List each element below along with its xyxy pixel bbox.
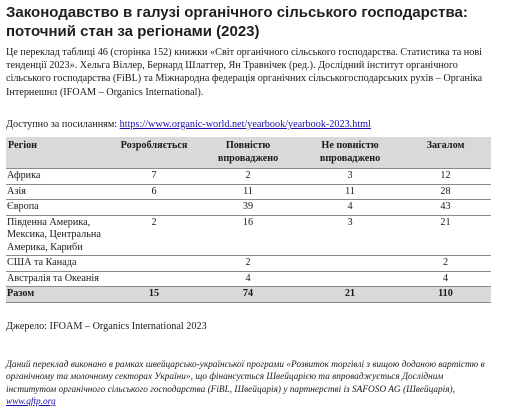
cell-fully-implemented: 16: [196, 215, 300, 256]
cell-fully-implemented: 74: [196, 287, 300, 303]
cell-total: 2: [400, 256, 491, 272]
source-note: Джерело: IFOAM – Organics International 2023: [6, 321, 207, 332]
legislation-table: [6, 137, 491, 303]
cell-developing: [112, 271, 196, 287]
cell-total: 110: [400, 287, 491, 303]
header-developing: Розробляється: [112, 137, 196, 169]
cell-not-fully-implemented: 4: [300, 200, 400, 216]
cell-region: Африка: [6, 169, 112, 185]
cell-not-fully-implemented: 3: [300, 169, 400, 185]
footer-text: Даний переклад виконано в рамках швейцарсько-української програми «Розвиток торгівлі з вищою доданою вартістю в органічному та молочному секторах України», що фінансується Швейцарією та впроваджується Дослідним інститутом органічного сільського господарства (FiBL, Швейцарія) у партнерстві із SAFOSO AG (Швейцарія),: [6, 359, 485, 395]
cell-not-fully-implemented: 11: [300, 184, 400, 200]
cell-developing: [112, 200, 196, 216]
cell-region: США та Канада: [6, 256, 112, 272]
cell-developing: 2: [112, 215, 196, 256]
cell-total: 43: [400, 200, 491, 216]
cell-not-fully-implemented: [300, 271, 400, 287]
cell-not-fully-implemented: 21: [300, 287, 400, 303]
table-header-row: [6, 137, 491, 169]
cell-developing: 7: [112, 169, 196, 185]
cell-developing: [112, 256, 196, 272]
footer-link[interactable]: www.qftp.org: [6, 397, 56, 408]
cell-region: Австралія та Океанія: [6, 271, 112, 287]
cell-not-fully-implemented: [300, 256, 400, 272]
table-row: [6, 271, 491, 287]
availability-label: Доступно за посиланням:: [6, 119, 120, 130]
table-row: [6, 200, 491, 216]
table-row: [6, 215, 491, 256]
header-total: Загалом: [400, 137, 491, 169]
cell-developing: 6: [112, 184, 196, 200]
table-body: [6, 169, 491, 303]
cell-fully-implemented: 4: [196, 271, 300, 287]
intro-paragraph: Це переклад таблиці 46 (сторінка 152) книжки «Світ органічного сільського господарства. Статистика та нові тенденції 2023». Хельга Віллер, Бернард Шлаттер, Ян Травнічек (ред.). Дослідний інститут органічного сільського господарства (FiBL) та Міжнародна федерація органічних сільськогосподарських рухів – Органіка Інтернешнл (IFOAM – Organics International).: [6, 47, 483, 98]
cell-region: Європа: [6, 200, 112, 216]
availability-line: [6, 118, 371, 131]
table-row: [6, 184, 491, 200]
table-row: [6, 169, 491, 185]
cell-region: Південна Америка, Мексика, Центральна Америка, Кариби: [6, 215, 112, 256]
cell-total: 12: [400, 169, 491, 185]
cell-fully-implemented: 2: [196, 169, 300, 185]
header-not-fully-implemented: Не повністю впроваджено: [300, 137, 400, 169]
footer-note: [6, 346, 495, 409]
cell-fully-implemented: 39: [196, 200, 300, 216]
table-row: [6, 256, 491, 272]
cell-developing: 15: [112, 287, 196, 303]
cell-total: 21: [400, 215, 491, 256]
cell-not-fully-implemented: 3: [300, 215, 400, 256]
cell-fully-implemented: 11: [196, 184, 300, 200]
table-total-row: [6, 287, 491, 303]
cell-region: Разом: [6, 287, 112, 303]
cell-fully-implemented: 2: [196, 256, 300, 272]
header-region: Регіон: [6, 137, 112, 169]
header-fully-implemented: Повністю впроваджено: [196, 137, 300, 169]
document-page: [6, 0, 495, 408]
cell-total: 4: [400, 271, 491, 287]
cell-region: Азія: [6, 184, 112, 200]
document-title: Законодавство в галузі органічного сільського господарства: поточний стан за регіонами (2023): [6, 4, 468, 40]
cell-total: 28: [400, 184, 491, 200]
yearbook-link[interactable]: https://www.organic-world.net/yearbook/yearbook-2023.html: [119, 119, 371, 130]
